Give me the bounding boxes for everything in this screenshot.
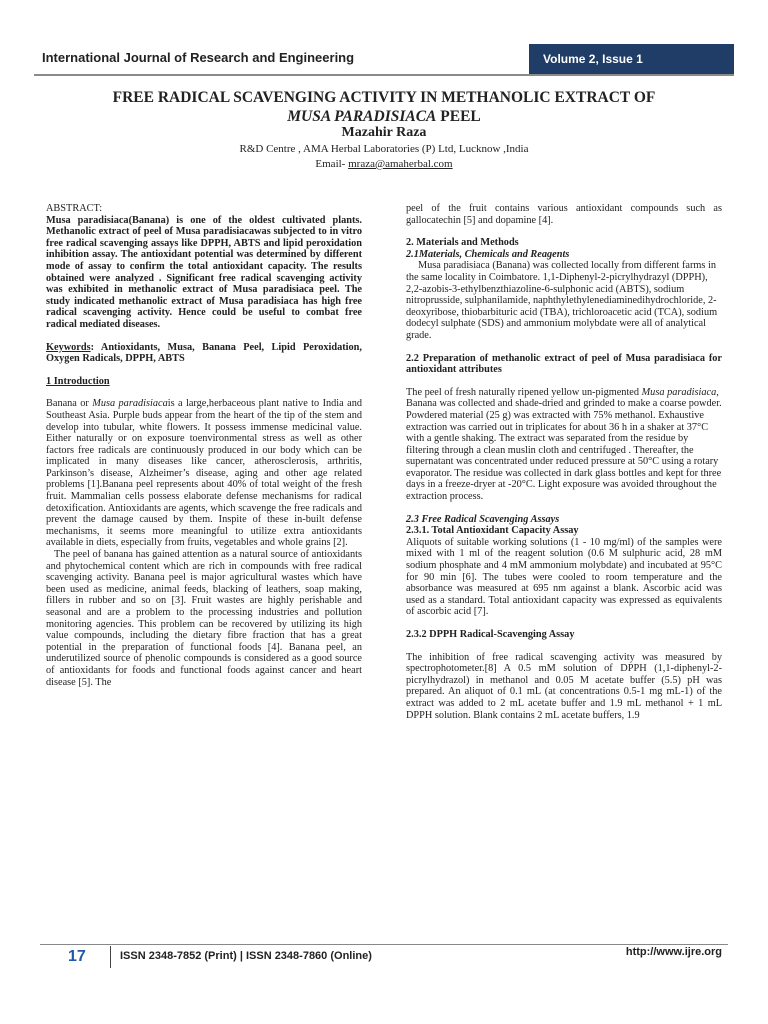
title-rest: PEEL <box>436 108 481 125</box>
right-column <box>406 203 722 721</box>
section-2-3-1-text: Aliquots of suitable working solutions (1 - 10 mg/ml) of the samples were mixed with 1 ml of the reagent solution (0.6 M sulphuric acid, 28 mM sodium phosphate and 4 mM ammonium molybdate) and incubated at 95°C for 90 min [6]. The tubes were cooled to room temperature and the absorbance was measured at 695 nm against a blank. Ascorbic acid was used as a standard. Total antioxidant capacity was expressed as equivalents of ascorbic acid [7]. <box>406 536 722 618</box>
footer-separator <box>110 946 111 968</box>
keywords <box>46 342 362 365</box>
email-line <box>40 158 728 170</box>
section-2-1-text: Musa paradisiaca (Banana) was collected locally from different farms in the same locality in Coimbatore. 1,1-Diphenyl-2-picrylhydrazyl (DPPH), 2,2-azobis-3-ethylbenzthiazoline-6-sulphonic acid (ABTS), sodium nitroprusside, sulphanilamide, naphthylethylenediaminedihydrochloride, 2-deoxyribose, thiobarbituric acid (TBA), trichloroacetic acid (TCA), sodium dodecyl sulphate (SDS) and ammonium molybdate were all of analytical grade. <box>406 260 718 341</box>
section-2-2-text <box>406 387 722 503</box>
section-2-2-italic: Musa paradisiaca, <box>641 386 719 398</box>
section-2-3-2-text: The inhibition of free radical scavenging activity was measured by spectrophotometer.[8] A 0.5 mM solution of DPPH (1,1-diphenyl-2- picrylhydrazol) in methanol and 0.05 M acetate buffer (5.5) pH was prepared. An aliquot of 0.1 mL (at concentrations 0.5-1 mg mL-1) of the extract was added to 2 mL acetate buffer and 1.9 mL methanol + 1 mL DPPH solution. Blank contains 2 mL acetate buffers, 1.9 <box>406 651 722 721</box>
journal-url[interactable]: http://www.ijre.org <box>625 946 722 958</box>
intro-continuation: peel of the fruit contains various antioxidant compounds such as gallocatechin [5] and dopamine [4]. <box>406 203 722 226</box>
intro-heading <box>46 376 362 388</box>
section-2-3-heading: 2.3 Free Radical Scavenging Assays <box>406 513 560 525</box>
paper-title-line2 <box>40 107 728 126</box>
email-label: Email- <box>315 158 349 170</box>
section-2-1-heading: 2.1Materials, Chemicals and Reagents <box>406 248 570 260</box>
issn-text: ISSN 2348-7852 (Print) | ISSN 2348-7860 (Online) <box>120 950 372 962</box>
keywords-text: : Antioxidants, Musa, Banana Peel, Lipid Peroxidation, Oxygen Radicals, DPPH, ABTS <box>46 341 362 365</box>
section-2-2-a: The peel of fresh naturally ripened yellow un-pigmented <box>406 386 642 398</box>
volume-badge: Volume 2, Issue 1 <box>529 44 734 74</box>
section-2-3-1-heading: 2.3.1. Total Antioxidant Capacity Assay <box>406 525 579 537</box>
section-2-3-2-heading: 2.3.2 DPPH Radical-Scavenging Assay <box>406 629 575 640</box>
intro-paragraph-1 <box>46 398 362 549</box>
affiliation: R&D Centre , AMA Herbal Laboratories (P) Ltd, Lucknow ,India <box>239 143 529 155</box>
left-column <box>46 203 362 688</box>
journal-name: International Journal of Research and Engineering <box>42 50 355 65</box>
section-2-2-heading: 2.2 Preparation of methanolic extract of peel of Musa paradisiaca for antioxidant attributes <box>406 352 722 376</box>
author-name: Mazahir Raza <box>341 125 427 140</box>
keywords-label: Keywords <box>46 341 91 353</box>
paper-title-line1: FREE RADICAL SCAVENGING ACTIVITY IN METHANOLIC EXTRACT OF <box>112 89 656 106</box>
intro-paragraph-2: The peel of banana has gained attention as a natural source of antioxidants and phytochemical content which are rich in compounds with free radical scavenging activity. Banana peel is major agricultural wastes which have been used as medicine, animal feeds, blacking of leathers, soap making, fillers in rubber and so on [3]. Fruit wastes are highly perishable and seasonal and are a problem to the processing industries and pollution monitoring agencies. This problem can be recovered by utilizing its high value compounds, including the dietary fibre fraction that has a great potential in the preparation of functional foods [4]. Banana peel, an underutilized source of phenolic compounds is considered as a good source of antioxidants for foods and functional foods against cancer and heart disease [5]. The <box>46 549 362 688</box>
intro-p1-a: Banana or <box>46 398 93 410</box>
title-species: MUSA PARADISIACA <box>287 108 437 125</box>
section-2-heading: 2. Materials and Methods <box>406 237 519 249</box>
email-link[interactable]: mraza@amaherbal.com <box>348 158 453 170</box>
journal-header <box>34 44 734 76</box>
abstract-text: Musa paradisiaca(Banana) is one of the oldest cultivated plants. Methanolic extract of peel of Musa paradisiacawas subjected to in vitro free radical scavenging assays like DPPH, ABTS and lipid peroxidation inhibition assay. The antioxidant potential was determined by different mode of assay to confirm the total antioxidant capacity. The results obtained were analyzed . Significant free radical scavenging activity was exhibited in methanolic extract of Musa paradisiaca peel. The study indicated methanolic extract of Musa paradisiaca has high free radical scavenging activity. Hence could be useful to combat free radical mediated diseases. <box>46 214 362 330</box>
section-2-2-b: Banana was collected and shade-dried and grinded to make a coarse powder. Powdered material (25 g) was extracted with 75% methanol. Exhaustive extraction was carried out in triplicates for about 36 h in a shaker at 37°C with a gentle shaking. The extract was separated from the residue by filtering through a clean muslin cloth and centrifuged . Thereafter, the supernatant was concentrated under reduced pressure at 50°C using a rotary evaporator. The residue was collected in dark glass bottles and kept for three days in a freeze-dryer at -20°C. Light exposure was avoided throughout the extraction process. <box>406 398 722 503</box>
abstract-heading: ABSTRACT: <box>46 203 103 214</box>
footer-divider <box>40 944 728 945</box>
page-number: 17 <box>68 948 86 965</box>
intro-heading-text: 1 Introduction <box>46 375 110 387</box>
intro-p1-b: is a large,herbaceous plant native to India and Southeast Asia. Purple buds appear from the heart of the tip of the stem and develop into tubular, white flowers. It possess immense medicinal value. Either naturally or on exposure toenvironmental stress as well as other factors free radicals are continuously produced in our body which can be implicated in many diseases like cancer, atherosclerosis, arthritis, Parkinson’s disease, Alzheimer’s disease, aging and other age related problems [1].Banana peel represents about 40% of total weight of the fresh fruit. Mammalian cells possess elaborate defense mechanisms for radical detoxification. Antioxidants are agents, which scavenge the free radicals and prevent the damage caused by them. Inspite of these in-built defense mechanisms, it seems more meaningful to utilize extra antioxidants available in diets, especially from fruits, vegetables and whole grains [2]. <box>46 398 362 549</box>
intro-p1-italic: Musa paradisiaca <box>92 398 168 410</box>
